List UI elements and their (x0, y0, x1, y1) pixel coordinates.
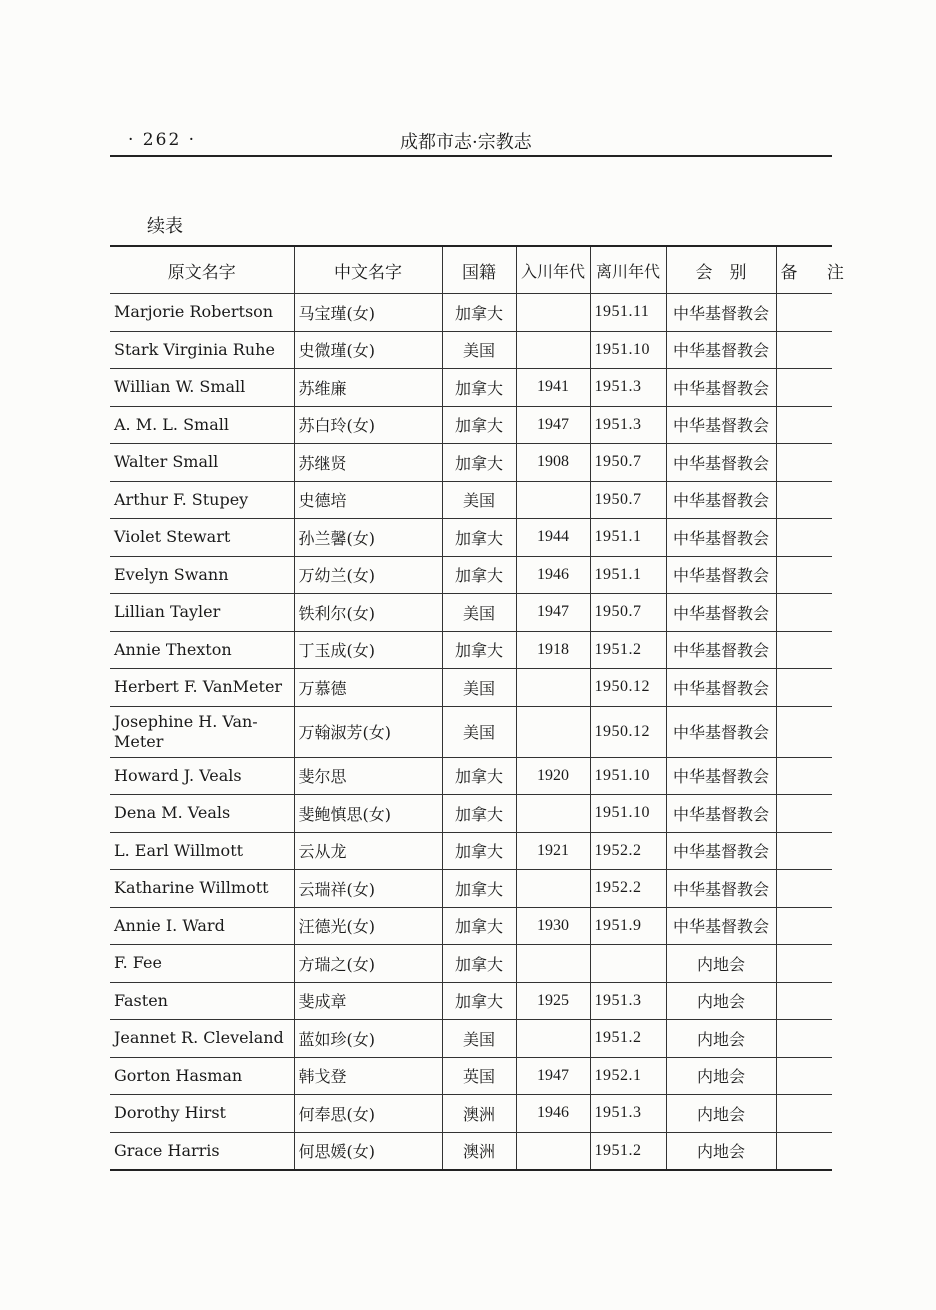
mission-cell: 中华基督教会 (666, 519, 776, 557)
original-name-cell: Willian W. Small (110, 369, 294, 407)
remarks-cell (776, 594, 832, 632)
year-entered-cell (516, 706, 590, 757)
year-entered-cell (516, 1132, 590, 1170)
remarks-cell (776, 444, 832, 482)
year-entered-cell: 1947 (516, 594, 590, 632)
nationality-cell: 加拿大 (442, 982, 516, 1020)
nationality-cell: 加拿大 (442, 832, 516, 870)
year-left-cell: 1950.7 (590, 481, 666, 519)
column-header-year-left: 离川年代 (590, 246, 666, 294)
remarks-cell (776, 1057, 832, 1095)
chinese-name-cell: 苏继贤 (294, 444, 442, 482)
mission-cell: 中华基督教会 (666, 832, 776, 870)
original-name-cell: Evelyn Swann (110, 556, 294, 594)
original-name-cell: Josephine H. Van-Meter (110, 706, 294, 757)
table-row (110, 832, 832, 870)
table-header-row (110, 246, 832, 294)
original-name-cell: Howard J. Veals (110, 757, 294, 795)
remarks-cell (776, 519, 832, 557)
nationality-cell: 美国 (442, 669, 516, 707)
original-name-cell: F. Fee (110, 945, 294, 983)
table-row (110, 706, 832, 757)
page-number: · 262 · (128, 130, 197, 150)
year-entered-cell (516, 795, 590, 833)
column-header-year-entered: 入川年代 (516, 246, 590, 294)
nationality-cell: 澳洲 (442, 1095, 516, 1133)
year-entered-cell (516, 481, 590, 519)
nationality-cell: 美国 (442, 594, 516, 632)
chinese-name-cell: 蓝如珍(女) (294, 1020, 442, 1058)
table-row (110, 945, 832, 983)
original-name-cell: Grace Harris (110, 1132, 294, 1170)
mission-cell: 中华基督教会 (666, 444, 776, 482)
remarks-cell (776, 757, 832, 795)
missionary-table (110, 245, 856, 1171)
running-header (110, 126, 832, 156)
year-left-cell: 1950.7 (590, 444, 666, 482)
chinese-name-cell: 史微瑾(女) (294, 331, 442, 369)
chinese-name-cell: 云瑞祥(女) (294, 870, 442, 908)
chinese-name-cell: 苏维廉 (294, 369, 442, 407)
mission-cell: 中华基督教会 (666, 631, 776, 669)
year-entered-cell: 1920 (516, 757, 590, 795)
mission-cell: 中华基督教会 (666, 795, 776, 833)
table-row (110, 907, 832, 945)
nationality-cell: 澳洲 (442, 1132, 516, 1170)
mission-cell: 中华基督教会 (666, 369, 776, 407)
year-entered-cell: 1947 (516, 1057, 590, 1095)
column-header-original-name: 原文名字 (110, 246, 294, 294)
chinese-name-cell: 马宝瑾(女) (294, 294, 442, 332)
remarks-cell (776, 982, 832, 1020)
year-entered-cell (516, 870, 590, 908)
mission-cell: 中华基督教会 (666, 907, 776, 945)
chinese-name-cell: 何思媛(女) (294, 1132, 442, 1170)
remarks-cell (776, 907, 832, 945)
header-rule (110, 155, 832, 157)
chinese-name-cell: 孙兰馨(女) (294, 519, 442, 557)
remarks-cell (776, 631, 832, 669)
nationality-cell: 美国 (442, 481, 516, 519)
nationality-cell: 加拿大 (442, 870, 516, 908)
chinese-name-cell: 斐尔思 (294, 757, 442, 795)
year-left-cell: 1951.2 (590, 1132, 666, 1170)
nationality-cell: 美国 (442, 1020, 516, 1058)
year-entered-cell (516, 331, 590, 369)
year-entered-cell: 1918 (516, 631, 590, 669)
table-row (110, 556, 832, 594)
table-row (110, 631, 832, 669)
original-name-cell: Dena M. Veals (110, 795, 294, 833)
remarks-cell (776, 870, 832, 908)
year-left-cell: 1951.10 (590, 331, 666, 369)
original-name-cell: Annie Thexton (110, 631, 294, 669)
year-left-cell: 1951.3 (590, 1095, 666, 1133)
year-entered-cell (516, 1020, 590, 1058)
remarks-cell (776, 481, 832, 519)
table-row (110, 481, 832, 519)
table-row (110, 369, 832, 407)
year-entered-cell: 1946 (516, 556, 590, 594)
remarks-cell (776, 369, 832, 407)
mission-cell: 中华基督教会 (666, 870, 776, 908)
column-header-mission: 会 别 (666, 246, 776, 294)
remarks-cell (776, 669, 832, 707)
nationality-cell: 加拿大 (442, 757, 516, 795)
year-left-cell (590, 945, 666, 983)
mission-cell: 中华基督教会 (666, 757, 776, 795)
original-name-cell: Dorothy Hirst (110, 1095, 294, 1133)
table-row (110, 331, 832, 369)
nationality-cell: 加拿大 (442, 556, 516, 594)
year-left-cell: 1952.2 (590, 870, 666, 908)
table-row (110, 669, 832, 707)
nationality-cell: 加拿大 (442, 294, 516, 332)
original-name-cell: Herbert F. VanMeter (110, 669, 294, 707)
year-left-cell: 1952.2 (590, 832, 666, 870)
mission-cell: 中华基督教会 (666, 406, 776, 444)
chinese-name-cell: 万翰淑芳(女) (294, 706, 442, 757)
year-left-cell: 1951.10 (590, 795, 666, 833)
continued-label: 续表 (147, 216, 183, 237)
original-name-cell: L. Earl Willmott (110, 832, 294, 870)
nationality-cell: 美国 (442, 706, 516, 757)
year-left-cell: 1951.10 (590, 757, 666, 795)
mission-cell: 中华基督教会 (666, 669, 776, 707)
nationality-cell: 加拿大 (442, 631, 516, 669)
mission-cell: 中华基督教会 (666, 294, 776, 332)
remarks-cell (776, 945, 832, 983)
chinese-name-cell: 铁利尔(女) (294, 594, 442, 632)
nationality-cell: 加拿大 (442, 795, 516, 833)
original-name-cell: Violet Stewart (110, 519, 294, 557)
nationality-cell: 加拿大 (442, 406, 516, 444)
remarks-cell (776, 795, 832, 833)
chinese-name-cell: 何奉思(女) (294, 1095, 442, 1133)
table-row (110, 594, 832, 632)
chinese-name-cell: 史德培 (294, 481, 442, 519)
nationality-cell: 美国 (442, 331, 516, 369)
mission-cell: 中华基督教会 (666, 331, 776, 369)
original-name-cell: Annie I. Ward (110, 907, 294, 945)
year-left-cell: 1950.12 (590, 669, 666, 707)
chinese-name-cell: 苏白玲(女) (294, 406, 442, 444)
remarks-cell (776, 832, 832, 870)
year-entered-cell: 1908 (516, 444, 590, 482)
original-name-cell: Stark Virginia Ruhe (110, 331, 294, 369)
year-left-cell: 1951.2 (590, 631, 666, 669)
nationality-cell: 加拿大 (442, 907, 516, 945)
nationality-cell: 加拿大 (442, 444, 516, 482)
year-entered-cell: 1921 (516, 832, 590, 870)
book-title: 成都市志·宗教志 (400, 132, 532, 153)
year-left-cell: 1951.1 (590, 556, 666, 594)
remarks-cell (776, 1095, 832, 1133)
chinese-name-cell: 万慕德 (294, 669, 442, 707)
year-entered-cell (516, 294, 590, 332)
chinese-name-cell: 方瑞之(女) (294, 945, 442, 983)
remarks-cell (776, 406, 832, 444)
year-entered-cell: 1944 (516, 519, 590, 557)
mission-cell: 内地会 (666, 1095, 776, 1133)
remarks-cell (776, 706, 832, 757)
table-row (110, 795, 832, 833)
remarks-cell (776, 294, 832, 332)
year-left-cell: 1951.3 (590, 982, 666, 1020)
nationality-cell: 加拿大 (442, 519, 516, 557)
mission-cell: 中华基督教会 (666, 594, 776, 632)
mission-cell: 中华基督教会 (666, 706, 776, 757)
mission-cell: 内地会 (666, 1057, 776, 1095)
year-left-cell: 1951.3 (590, 406, 666, 444)
chinese-name-cell: 万幼兰(女) (294, 556, 442, 594)
table-row (110, 406, 832, 444)
year-left-cell: 1951.9 (590, 907, 666, 945)
table-row (110, 982, 832, 1020)
year-entered-cell (516, 945, 590, 983)
year-left-cell: 1951.3 (590, 369, 666, 407)
nationality-cell: 英国 (442, 1057, 516, 1095)
chinese-name-cell: 斐成章 (294, 982, 442, 1020)
mission-cell: 内地会 (666, 1020, 776, 1058)
chinese-name-cell: 韩戈登 (294, 1057, 442, 1095)
original-name-cell: Lillian Tayler (110, 594, 294, 632)
remarks-cell (776, 331, 832, 369)
nationality-cell: 加拿大 (442, 369, 516, 407)
year-entered-cell: 1947 (516, 406, 590, 444)
year-left-cell: 1950.7 (590, 594, 666, 632)
table-row (110, 519, 832, 557)
table-row (110, 444, 832, 482)
original-name-cell: Fasten (110, 982, 294, 1020)
table-row (110, 757, 832, 795)
year-left-cell: 1951.11 (590, 294, 666, 332)
mission-cell: 内地会 (666, 1132, 776, 1170)
year-left-cell: 1951.1 (590, 519, 666, 557)
year-entered-cell: 1946 (516, 1095, 590, 1133)
original-name-cell: A. M. L. Small (110, 406, 294, 444)
column-header-chinese-name: 中文名字 (294, 246, 442, 294)
original-name-cell: Jeannet R. Cleveland (110, 1020, 294, 1058)
original-name-cell: Gorton Hasman (110, 1057, 294, 1095)
year-entered-cell: 1925 (516, 982, 590, 1020)
remarks-cell (776, 1132, 832, 1170)
original-name-cell: Marjorie Robertson (110, 294, 294, 332)
remarks-cell (776, 556, 832, 594)
chinese-name-cell: 云从龙 (294, 832, 442, 870)
nationality-cell: 加拿大 (442, 945, 516, 983)
mission-cell: 内地会 (666, 945, 776, 983)
year-left-cell: 1952.1 (590, 1057, 666, 1095)
table-row (110, 1057, 832, 1095)
remarks-cell (776, 1020, 832, 1058)
table-row (110, 294, 832, 332)
chinese-name-cell: 汪德光(女) (294, 907, 442, 945)
table-row (110, 870, 832, 908)
original-name-cell: Katharine Willmott (110, 870, 294, 908)
mission-cell: 中华基督教会 (666, 481, 776, 519)
column-header-nationality: 国籍 (442, 246, 516, 294)
original-name-cell: Walter Small (110, 444, 294, 482)
year-entered-cell: 1941 (516, 369, 590, 407)
table-body (110, 294, 832, 1171)
mission-cell: 中华基督教会 (666, 556, 776, 594)
year-entered-cell (516, 669, 590, 707)
table-row (110, 1132, 832, 1170)
year-entered-cell: 1930 (516, 907, 590, 945)
chinese-name-cell: 丁玉成(女) (294, 631, 442, 669)
year-left-cell: 1950.12 (590, 706, 666, 757)
column-header-remarks: 备 注 (776, 246, 832, 294)
year-left-cell: 1951.2 (590, 1020, 666, 1058)
chinese-name-cell: 斐鲍慎思(女) (294, 795, 442, 833)
mission-cell: 内地会 (666, 982, 776, 1020)
table-row (110, 1020, 832, 1058)
table-row (110, 1095, 832, 1133)
original-name-cell: Arthur F. Stupey (110, 481, 294, 519)
